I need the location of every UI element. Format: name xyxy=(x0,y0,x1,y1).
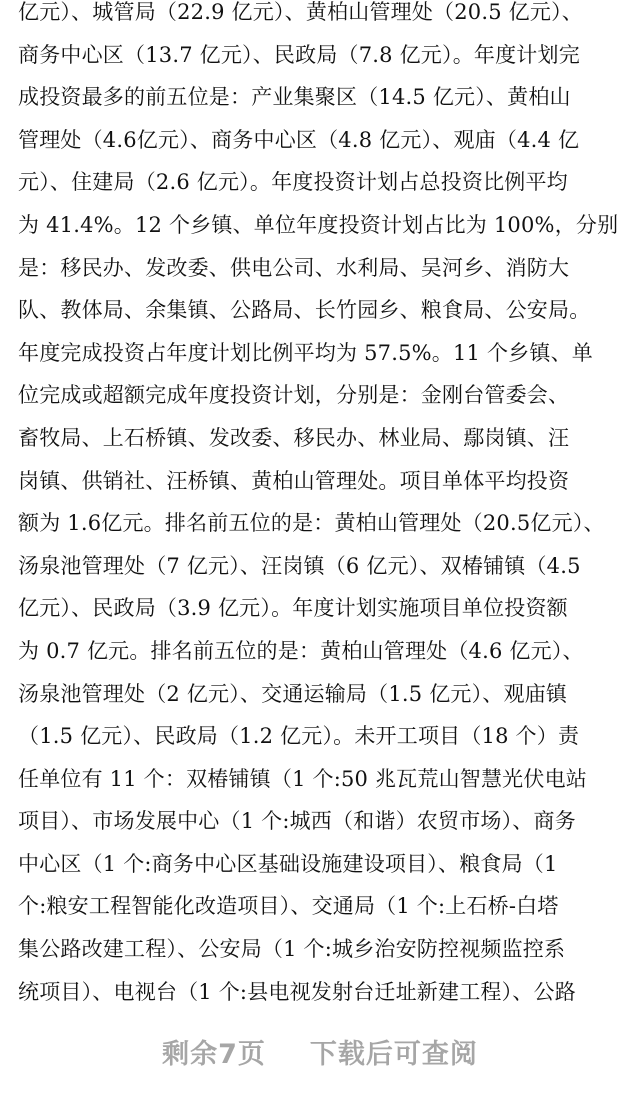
text-line: 畜牧局、上石桥镇、发改委、移民办、林业局、鄢岗镇、汪 xyxy=(18,425,570,450)
text-line: 商务中心区（13.7 亿元）、民政局（7.8 亿元）。年度计划完 xyxy=(18,42,580,67)
text-line: 任单位有 11 个：双椿铺镇（1 个:50 兆瓦荒山智慧光伏电站 xyxy=(18,766,587,791)
text-line: 队、教体局、余集镇、公路局、长竹园乡、粮食局、公安局。 xyxy=(18,298,591,323)
text-line: 汤泉池管理处（7 亿元）、汪岗镇（6 亿元）、双椿铺镇（4.5 xyxy=(18,553,581,578)
text-line: 为 41.4%。12 个乡镇、单位年度投资计划占比为 100%，分别 xyxy=(18,212,619,237)
remaining-pages-label: 剩余7页 xyxy=(162,1039,266,1070)
text-line: 项目）、市场发展中心（1 个:城西（和谐）农贸市场）、商务 xyxy=(18,809,576,834)
text-line: 年度完成投资占年度计划比例平均为 57.5%。11 个乡镇、单 xyxy=(18,340,593,365)
text-line: 是：移民办、发改委、供电公司、水利局、吴河乡、消防大 xyxy=(18,255,570,280)
text-line: 元）、住建局（2.6 亿元）。年度投资计划占总投资比例平均 xyxy=(18,170,568,195)
text-line: 亿元）、民政局（3.9 亿元）。年度计划实施项目单位投资额 xyxy=(18,596,568,621)
text-line: 岗镇、供销社、汪桥镇、黄柏山管理处。项目单体平均投资 xyxy=(18,468,570,493)
text-line: 汤泉池管理处（2 亿元）、交通运输局（1.5 亿元）、观庙镇 xyxy=(18,681,568,706)
text-line: 管理处（4.6亿元）、商务中心区（4.8 亿元）、观庙（4.4 亿 xyxy=(18,127,580,152)
text-line: 成投资最多的前五位是：产业集聚区（14.5 亿元）、黄柏山 xyxy=(18,85,571,110)
text-line: （1.5 亿元）、民政局（1.2 亿元）。未开工项目（18 个）责 xyxy=(18,724,580,749)
text-line: 为 0.7 亿元。排名前五位的是：黄柏山管理处（4.6 亿元）、 xyxy=(18,638,584,663)
text-line: 额为 1.6亿元。排名前五位的是：黄柏山管理处（20.5亿元）、 xyxy=(18,511,605,536)
text-line: 个:粮安工程智能化改造项目）、交通局（1 个:上石桥-白塔 xyxy=(18,894,559,919)
text-line: 亿元）、城管局（22.9 亿元）、黄柏山管理处（20.5 亿元）、 xyxy=(18,0,583,24)
download-prompt-link[interactable]: 下载后可查阅 xyxy=(309,1039,478,1070)
text-line: 位完成或超额完成年度投资计划，分别是：金刚台管委会、 xyxy=(18,383,570,408)
text-line: 集公路改建工程）、公安局（1 个:城乡治安防控视频监控系 xyxy=(18,937,566,962)
text-line: 统项目）、电视台（1 个:县电视发射台迁址新建工程）、公路 xyxy=(18,979,576,1004)
document-body xyxy=(18,0,626,1013)
text-line: 中心区（1 个:商务中心区基础设施建设项目）、粮食局（1 xyxy=(18,851,558,876)
download-banner[interactable] xyxy=(0,1032,640,1082)
